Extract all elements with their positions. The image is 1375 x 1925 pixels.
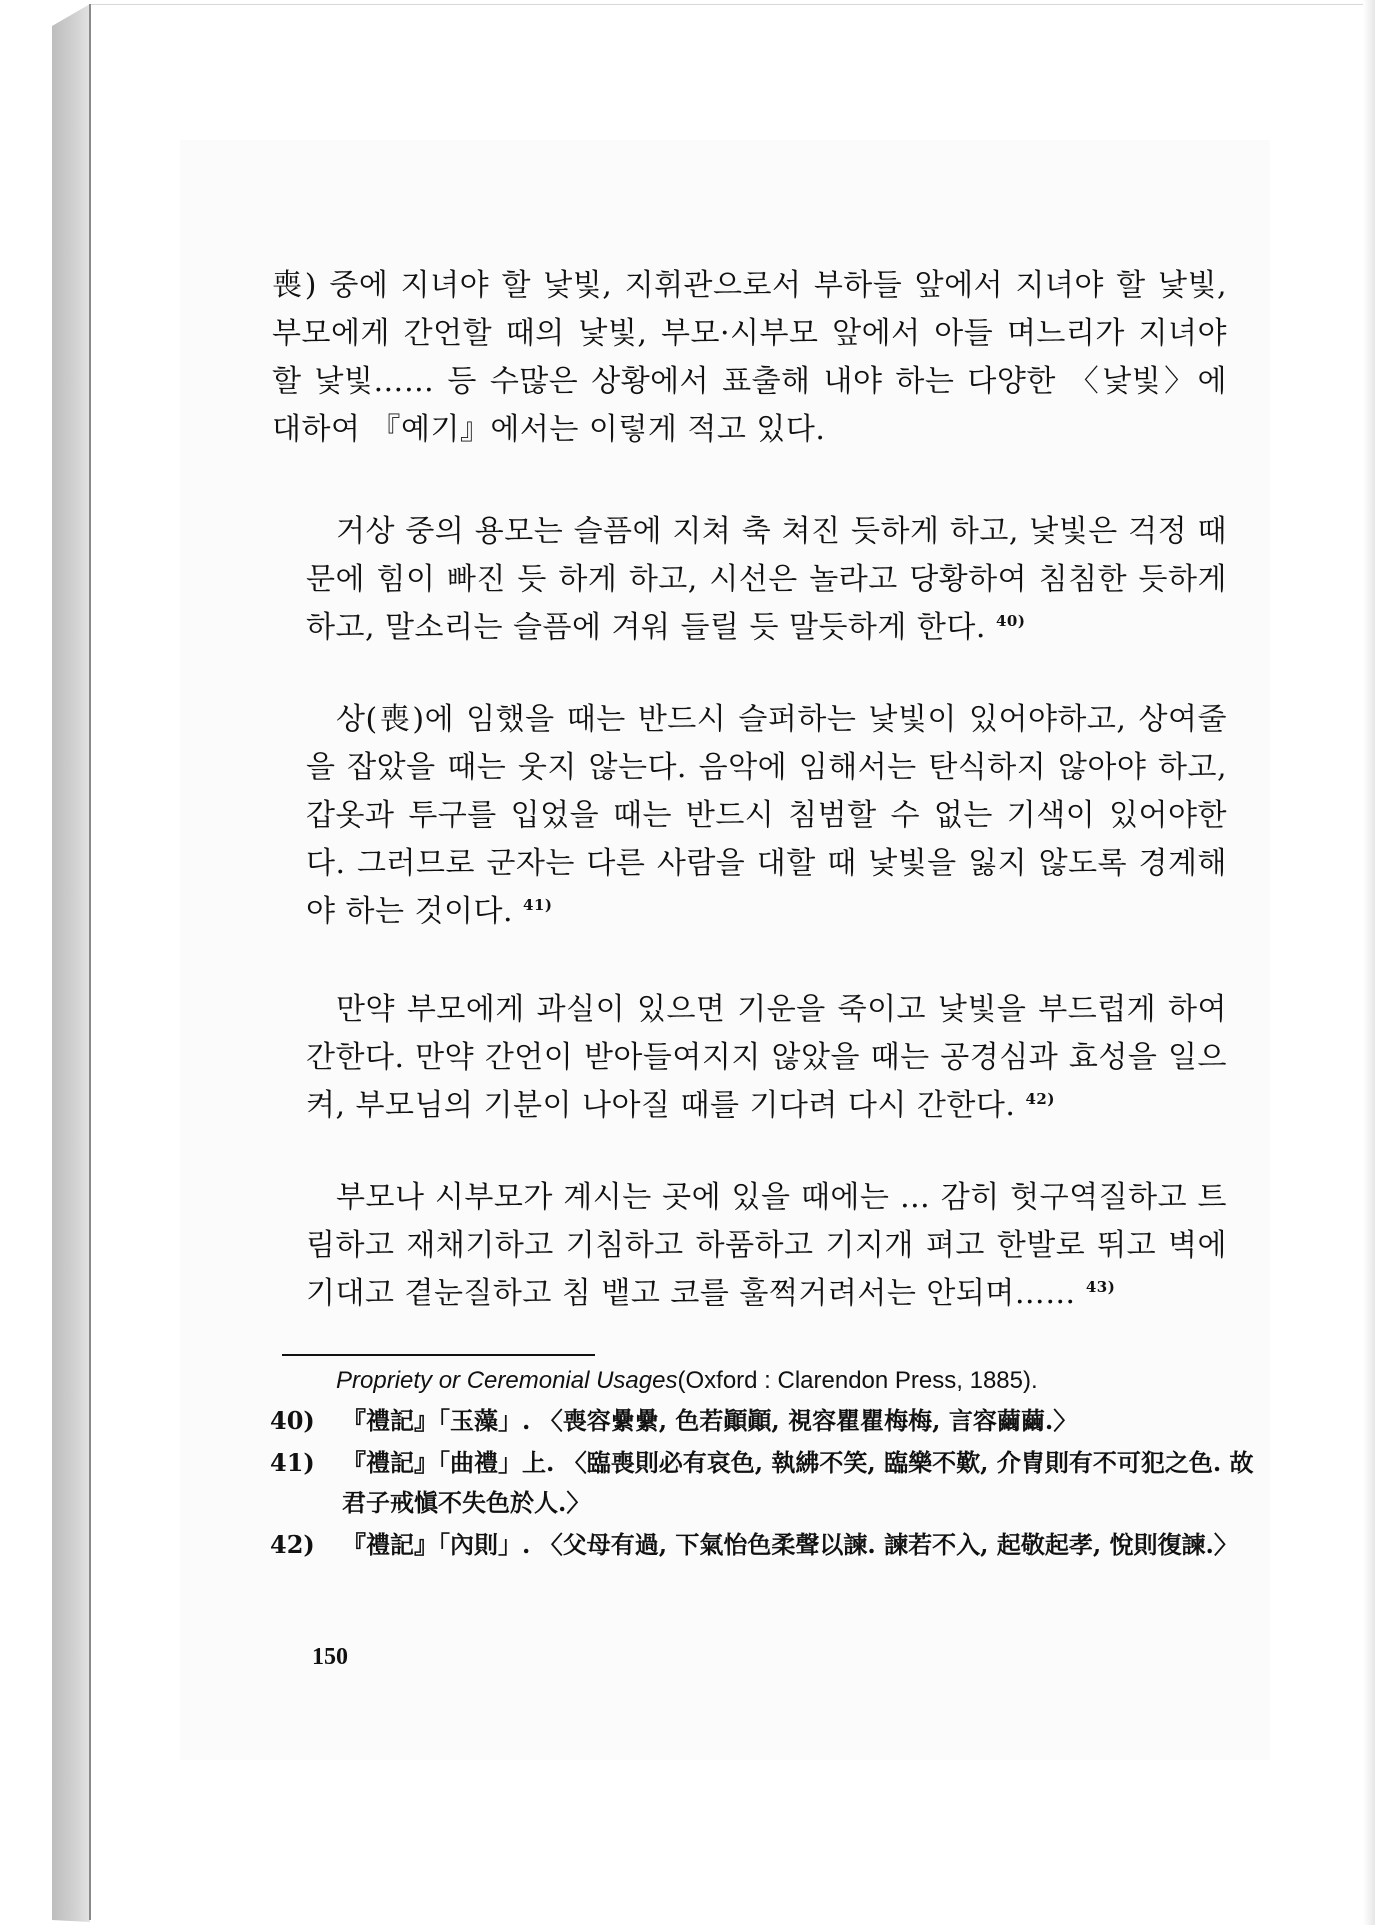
book-title: Propriety or Ceremonial Usages bbox=[336, 1367, 678, 1394]
footnote-separator bbox=[282, 1354, 595, 1356]
quote-text: 부모나 시부모가 계시는 곳에 있을 때에는 … 감히 헛구역질하고 트림하고 재채기하고 기침하고 하품하고 기지개 펴고 한발로 뛰고 벽에 기대고 곁눈질하고 침 뱉고 코를 훌쩍거려서는 안되며…… bbox=[306, 1180, 1227, 1311]
quote-text: 거상 중의 용모는 슬픔에 지쳐 축 쳐진 듯하게 하고, 낯빛은 걱정 때문에 힘이 빠진 듯 하게 하고, 시선은 놀라고 당황하여 침침한 듯하게 하고, 말소리는 슬픔에 겨워 들릴 듯 말듯하게 한다. bbox=[306, 514, 1227, 645]
footnote-ref[interactable]: 40) bbox=[995, 612, 1026, 630]
main-paragraph: 喪) 중에 지녀야 할 낯빛, 지휘관으로서 부하들 앞에서 지녀야 할 낯빛, 부모에게 간언할 때의 낯빛, 부모·시부모 앞에서 아들 며느리가 지녀야할 낯빛…… 등 수많은 상황에서 표출해 내야 하는 다양한 〈낯빛〉에 대하여 『예기』에서는 이렇게 적고 있다. bbox=[272, 268, 1227, 447]
footnote-text: 『禮記』「曲禮」上. 〈臨喪則必有哀色, 執紼不笑, 臨樂不歎, 介冑則有不可犯之色. 故君子戒愼不失色於人.〉 bbox=[342, 1448, 1254, 1517]
footnote-40 bbox=[270, 1401, 1267, 1441]
footnote-ref[interactable]: 42) bbox=[1025, 1090, 1055, 1108]
publication-info: (Oxford : Clarendon Press, 1885). bbox=[677, 1367, 1038, 1394]
page-number: 150 bbox=[312, 1644, 348, 1670]
book-page-edge bbox=[52, 4, 90, 1922]
quote-text: 만약 부모에게 과실이 있으면 기운을 죽이고 낯빛을 부드럽게 하여 간한다. 만약 간언이 받아들여지지 않았을 때는 공경심과 효성을 일으켜, 부모님의 기분이 나아질 때를 기다려 다시 간한다. bbox=[306, 992, 1227, 1123]
footnote-ref[interactable]: 41) bbox=[523, 896, 553, 914]
footnote-number: 42) bbox=[270, 1530, 315, 1559]
quote-block-40 bbox=[306, 508, 1227, 652]
quote-block-41 bbox=[306, 696, 1227, 936]
footnote-number: 40) bbox=[270, 1406, 315, 1435]
footnote-number: 41) bbox=[270, 1448, 315, 1477]
quote-block-42 bbox=[306, 986, 1227, 1130]
footnote-continuation bbox=[336, 1364, 1038, 1398]
page-right-shadow bbox=[1363, 0, 1375, 1925]
quote-text: 상(喪)에 임했을 때는 반드시 슬퍼하는 낯빛이 있어야하고, 상여줄을 잡았을 때는 웃지 않는다. 음악에 임해서는 탄식하지 않아야 하고, 갑옷과 투구를 입었을 때는 반드시 침범할 수 없는 기색이 있어야한다. 그러므로 군자는 다른 사람을 대할 때 낯빛을 잃지 않도록 경계해야 하는 것이다. bbox=[306, 702, 1227, 929]
quote-block-43 bbox=[306, 1174, 1227, 1318]
footnote-42 bbox=[270, 1525, 1267, 1565]
footnote-41 bbox=[270, 1443, 1267, 1523]
footnote-ref[interactable]: 43) bbox=[1085, 1278, 1116, 1296]
footnote-text: 『禮記』「內則」. 〈父母有過, 下氣怡色柔聲以諫. 諫若不入, 起敬起孝, 悅則復諫.〉 bbox=[342, 1530, 1238, 1559]
footnote-text: 『禮記』「玉藻」. 〈喪容纍纍, 色若顚顚, 視容瞿瞿梅梅, 言容繭繭.〉 bbox=[342, 1406, 1078, 1435]
